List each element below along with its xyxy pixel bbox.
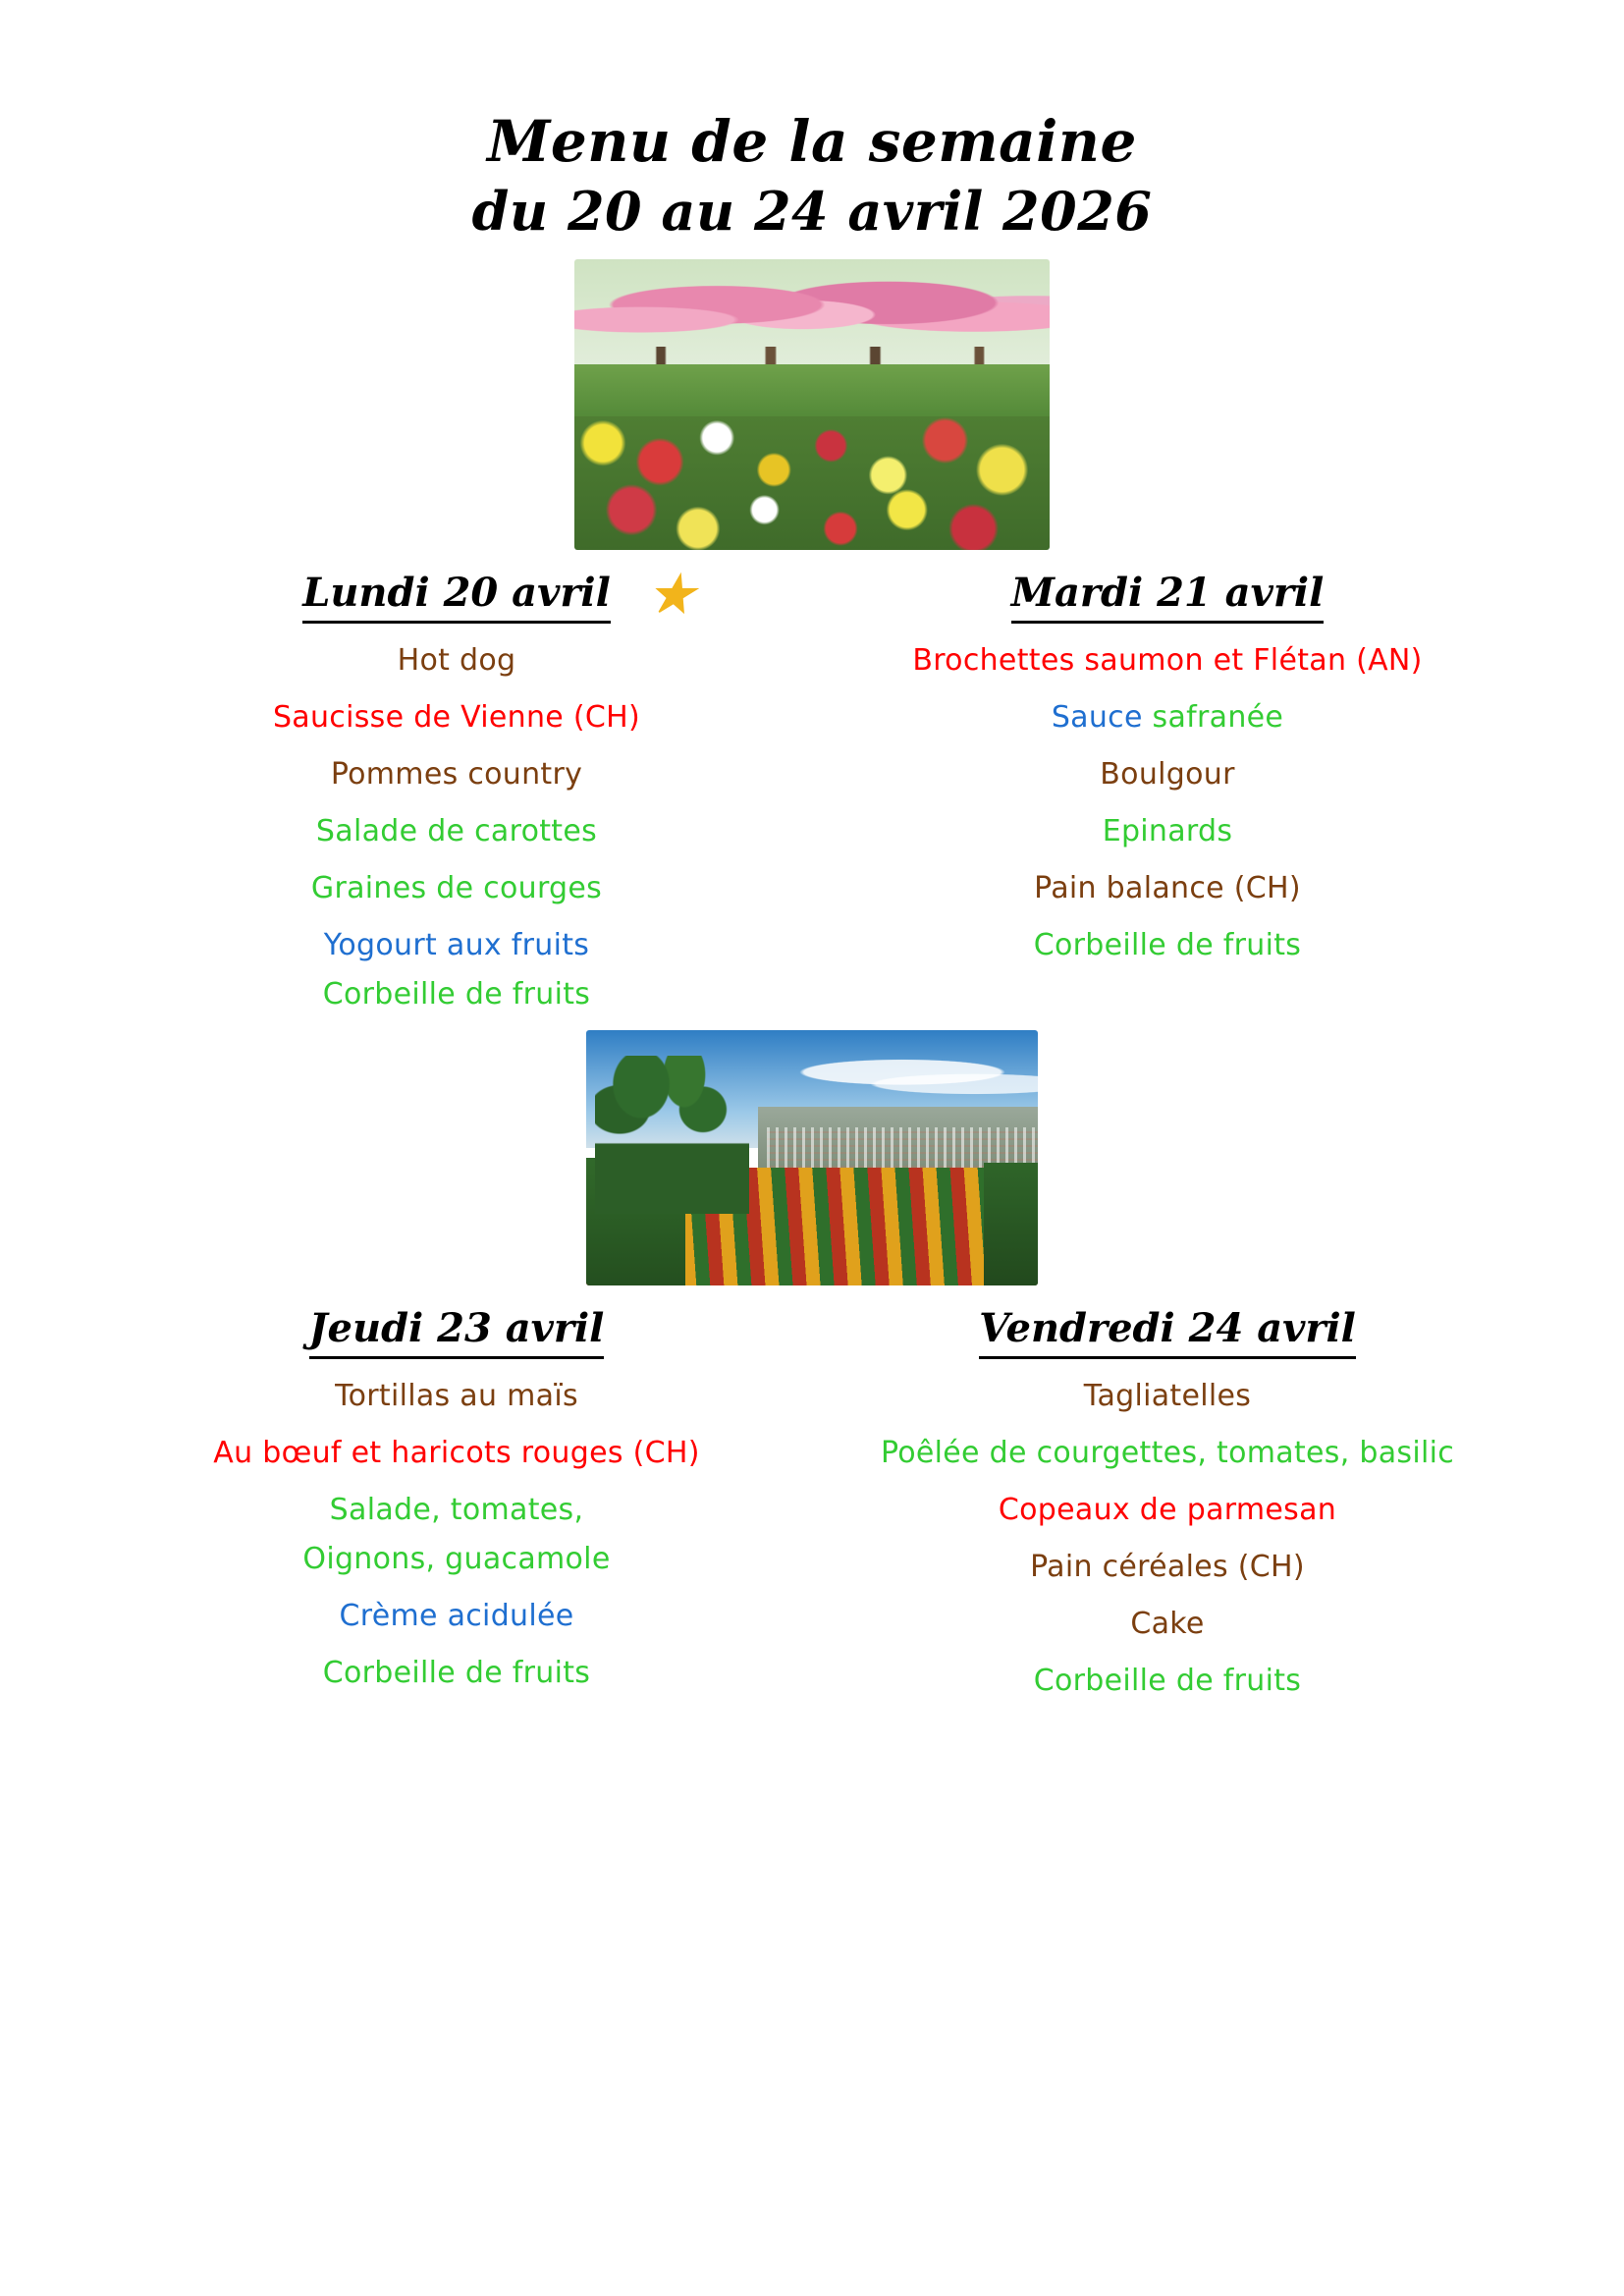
week-row-first: [0, 565, 1624, 1014]
list-item: Corbeille de fruits: [322, 977, 591, 1011]
list-item: Oignons, guacamole: [302, 1542, 611, 1576]
day-column-lundi: [113, 565, 812, 1014]
day-column-mardi: [812, 568, 1511, 965]
day-heading-lundi-text: Lundi 20 avril: [302, 568, 611, 624]
list-item: Copeaux de parmesan: [998, 1493, 1337, 1527]
dish-list-jeudi: [113, 1377, 800, 1693]
day-heading-vendredi: [824, 1303, 1511, 1359]
list-item: Pain balance (CH): [1034, 871, 1301, 905]
list-item: Salade, tomates,: [329, 1493, 584, 1527]
star-icon: ★: [648, 565, 694, 625]
day-column-jeudi: [113, 1303, 812, 1693]
day-heading-mardi: [824, 568, 1511, 624]
day-heading-vendredi-text: Vendredi 24 avril: [979, 1303, 1356, 1359]
title-line-2: du 20 au 24 avril 2026: [471, 180, 1153, 243]
list-item: Boulgour: [1100, 757, 1235, 792]
list-item: Au bœuf et haricots rouges (CH): [213, 1436, 700, 1470]
list-item: Epinards: [1102, 814, 1233, 848]
day-column-vendredi: [812, 1303, 1511, 1701]
list-item: Corbeille de fruits: [1033, 1664, 1302, 1698]
photo-middle-container: [0, 1030, 1624, 1285]
list-item-part-1: Sauce: [1051, 700, 1153, 735]
photo2-palms-layer: [595, 1056, 748, 1214]
day-heading-mardi-text: Mardi 21 avril: [1011, 568, 1325, 624]
list-item: Pain céréales (CH): [1030, 1550, 1305, 1584]
list-item: Graines de courges: [310, 871, 603, 905]
list-item: Tagliatelles: [1083, 1379, 1252, 1413]
day-heading-lundi: [113, 565, 800, 625]
list-item: Poêlée de courgettes, tomates, basilic: [880, 1436, 1455, 1470]
list-item: Salade de carottes: [315, 814, 598, 848]
dish-list-mardi: [824, 641, 1511, 965]
photo-flowerbed-layer: [574, 416, 1050, 550]
list-item: [824, 698, 1511, 738]
list-item-part-2: safranée: [1152, 700, 1284, 735]
list-item: Cake: [1130, 1607, 1205, 1641]
photo-top-container: [0, 259, 1624, 550]
list-item: Tortillas au maïs: [335, 1379, 578, 1413]
list-item: Hot dog: [397, 643, 516, 678]
list-item: Corbeille de fruits: [1033, 928, 1302, 962]
list-item: Yogourt aux fruits: [323, 928, 590, 962]
day-heading-jeudi: [113, 1303, 800, 1359]
week-row-second: [0, 1303, 1624, 1701]
list-item: Pommes country: [330, 757, 583, 792]
day-heading-jeudi-text: Jeudi 23 avril: [309, 1303, 605, 1359]
list-item: Corbeille de fruits: [322, 1656, 591, 1690]
dish-list-lundi: [113, 641, 800, 1014]
list-item: Crème acidulée: [339, 1599, 574, 1633]
title-line-1: Menu de la semaine: [487, 108, 1137, 175]
photo2-hedge-right-layer: [984, 1163, 1038, 1285]
list-item: Brochettes saumon et Flétan (AN): [912, 643, 1423, 678]
list-item: Saucisse de Vienne (CH): [272, 700, 641, 735]
dish-list-vendredi: [824, 1377, 1511, 1701]
spring-park-blossoms-photo: [574, 259, 1050, 550]
madeira-garden-terrace-photo: [586, 1030, 1038, 1285]
photo2-town-layer: [767, 1127, 1038, 1169]
page-title: [0, 0, 1624, 246]
